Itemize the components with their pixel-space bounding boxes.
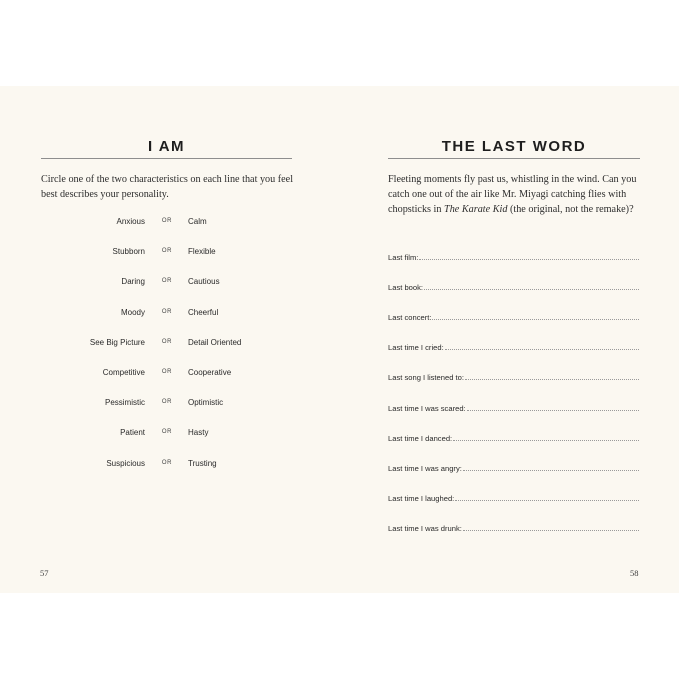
trait-pair-row [0,308,339,338]
fill-in-label: Last film: [388,253,419,263]
instructions-text: Circle one of the two characteristics on each line that you feel best describes your personality. [41,174,294,200]
fill-in-line[interactable] [455,499,639,501]
fill-in-line[interactable] [445,348,639,350]
trait-option-right[interactable]: Cooperative [188,367,232,377]
fill-in-label: Last book: [388,283,424,293]
fill-in-line[interactable] [453,439,639,441]
movie-title: The Karate Kid [444,204,508,215]
page-title: I AM [147,138,186,155]
fill-in-line[interactable] [465,378,639,380]
fill-in-label: Last time I was drunk: [388,523,462,533]
trait-pair-row [0,217,339,247]
fill-in-line[interactable] [424,288,639,290]
fill-in-row [388,503,639,533]
trait-pair-row [0,459,339,489]
left-page [0,86,339,593]
title-rule [41,158,292,159]
trait-option-left[interactable]: Competitive [102,367,145,377]
fill-in-list [388,232,639,533]
fill-in-row [388,232,639,262]
fill-in-label: Last time I danced: [388,433,453,443]
or-connector: OR [161,248,173,255]
trait-option-right[interactable]: Cheerful [188,307,219,317]
trait-option-left[interactable]: Moody [120,307,145,317]
trait-pair-row [0,428,339,458]
page-number: 58 [630,568,639,578]
fill-in-line[interactable] [419,258,639,260]
or-connector: OR [161,429,173,436]
or-connector: OR [161,218,173,224]
trait-option-left[interactable]: See Big Picture [89,337,145,347]
page-title: THE LAST WORD [441,138,587,155]
trait-option-right[interactable]: Flexible [188,247,216,257]
trait-option-right[interactable]: Trusting [188,458,217,468]
trait-option-right[interactable]: Detail Oriented [188,337,242,347]
trait-option-left[interactable]: Suspicious [106,458,145,468]
right-page [340,86,679,593]
trait-option-right[interactable]: Cautious [188,277,220,287]
trait-pair-row [0,398,339,428]
fill-in-label: Last time I laughed: [388,493,455,503]
fill-in-line[interactable] [467,409,639,411]
trait-option-left[interactable]: Patient [120,428,145,438]
fill-in-row [388,322,639,352]
or-connector: OR [161,459,173,466]
fill-in-row [388,292,639,322]
or-connector: OR [161,338,173,345]
trait-pair-row [0,338,339,368]
trait-option-right[interactable]: Optimistic [188,398,224,408]
trait-option-left[interactable]: Anxious [116,217,145,226]
or-connector: OR [161,368,173,375]
fill-in-label: Last time I was scared: [388,403,466,413]
fill-in-label: Last song I listened to: [388,373,464,383]
trait-option-right[interactable]: Hasty [188,428,209,438]
title-rule [388,158,640,159]
or-connector: OR [161,278,173,285]
fill-in-line[interactable] [463,469,639,471]
trait-option-left[interactable]: Stubborn [112,247,145,257]
book-spread [0,86,679,593]
trait-option-right[interactable]: Calm [188,217,207,226]
trait-pair-row [0,277,339,307]
fill-in-row [388,382,639,412]
fill-in-row [388,473,639,503]
fill-in-label: Last concert: [388,313,432,323]
or-connector: OR [161,399,173,406]
trait-pair-row [0,368,339,398]
trait-pair-row [0,247,339,277]
intro-text-part2: (the original, not the remake)? [507,204,634,215]
fill-in-line[interactable] [463,529,639,531]
or-connector: OR [161,308,173,315]
fill-in-label: Last time I cried: [388,343,444,353]
fill-in-row [388,352,639,382]
intro-text [388,172,644,217]
trait-option-left[interactable]: Pessimistic [104,398,145,408]
trait-pairs-list [0,217,339,489]
fill-in-label: Last time I was angry: [388,463,462,473]
trait-option-left[interactable]: Daring [121,277,145,287]
fill-in-row [388,413,639,443]
fill-in-row [388,443,639,473]
fill-in-row [388,262,639,292]
page-number: 57 [40,568,49,578]
fill-in-line[interactable] [432,318,639,320]
intro-text-part1: Fleeting moments fly past us, whistling in the wind. Can you catch one out of the air like Mr. Miyagi catching flies with chopsticks in [388,174,637,215]
